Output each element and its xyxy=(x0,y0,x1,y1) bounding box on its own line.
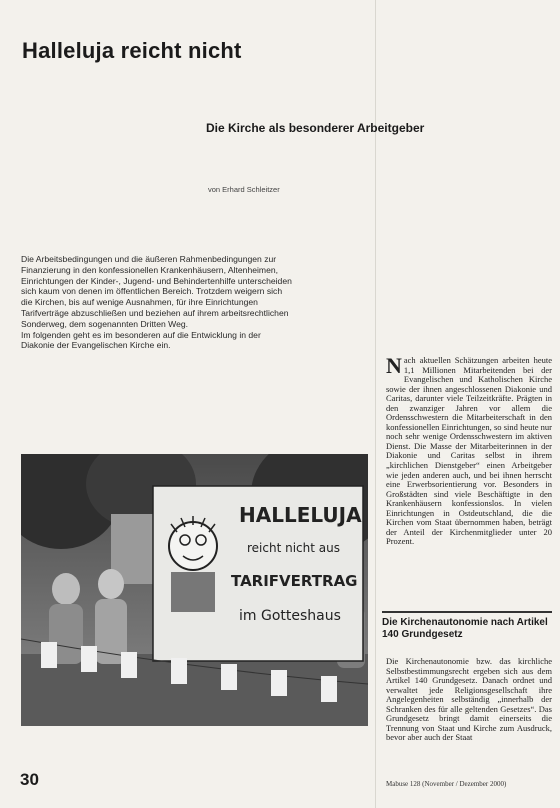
article-intro xyxy=(21,254,321,351)
intro-line: Im folgenden geht es im besonderen auf die Entwicklung in der xyxy=(21,329,261,340)
intro-line: Diakonie der Evangelischen Kirche ein. xyxy=(21,340,171,351)
body-column-1 xyxy=(386,353,552,547)
drop-cap: N xyxy=(386,353,402,378)
body-column-2 xyxy=(386,657,552,743)
page-number: 30 xyxy=(20,770,39,789)
intro-line: Finanzierung in den konfessionellen Krankenhäusern, Altenheimen, xyxy=(21,264,279,275)
section-heading: Die Kirchenautonomie nach Artikel 140 Grundgesetz xyxy=(382,617,548,640)
body-text-1: ach aktuellen Schätzungen arbeiten heute 1,1 Millionen Mitarbeitenden bei der Evangelischen und Katholischen Kirche sowie der ihnen angeschlossenen Diakonie und Caritas, darunter viele Teilzeitkräfte. Prägten in den zwanziger Jahren vor allem die Ordensschwestern die Mitarbeiterschaft in den konfessionellen Einrichtungen, so sind heute nur noch sehr wenige Ordensschwestern im aktiven Dienst. Die Masse der Mitarbeiterinnen in der Diakonie und Caritas selbst in ihrem „kirchlichen Dienstgeber“ einen Arbeitgeber wie jeden anderen auch, und bei ihnen herrscht eine Erwerbsorientierung vor. Besonders in Großstädten sind viele Beschäftigte in den Krankenhäusern konfessionslos. In vielen Einrichtungen in Ostdeutschland, die die Kirchen vom Staat übernommen haben, beträgt der Anteil der Kirchenmitglieder unter 20 Prozent. xyxy=(386,355,552,547)
banner-line-3: TARIFVERTRAG xyxy=(231,572,358,590)
body-text-2: Die Kirchenautonomie bzw. das kirchliche Selbstbestimmungsrecht ergeben sich aus dem Artikel 140 Grundgesetz. Danach ordnet und verwaltet jede Religionsgesellschaft ihre Angelegenheiten selbständig „innerhalb der Schranken des für alle geltenden Gesetzes“. Das Grundgesetz bringt damit einerseits die Trennung von Staat und Kirche zum Ausdruck, bevor aber auch der Staat xyxy=(386,656,552,743)
intro-line: Die Arbeitsbedingungen und die äußeren Rahmenbedingungen zur xyxy=(21,254,277,264)
protest-photo xyxy=(21,454,368,726)
intro-line: sich kaum von denen im öffentlichen Bereich. Trotzdem weigern sich xyxy=(21,286,283,297)
article-subtitle: Die Kirche als besonderer Arbeitgeber xyxy=(206,121,425,135)
intro-line: die Kirchen, bis auf wenige Ausnahmen, für ihre Einrichtungen xyxy=(21,297,258,308)
banner-line-4: im Gotteshaus xyxy=(239,608,341,624)
section-heading-box xyxy=(382,611,552,641)
intro-line: Sonderweg, dem sogenannten Dritten Weg. xyxy=(21,318,189,329)
banner-line-1: HALLELUJA xyxy=(239,503,362,527)
intro-line: Einrichtungen der Kinder-, Jugend- und Behindertenhilfe unterscheiden xyxy=(21,275,292,286)
issue-footer: Mabuse 128 (November / Dezember 2000) xyxy=(386,780,507,788)
article-title: Halleluja reicht nicht xyxy=(22,38,242,63)
article-author: von Erhard Schleitzer xyxy=(208,185,280,194)
protest-photo-illustration xyxy=(21,454,368,726)
banner-line-2: reicht nicht aus xyxy=(247,541,340,555)
intro-line: Tarifverträge abzuschließen und beziehen auf ihrem arbeitsrechtlichen xyxy=(21,307,289,318)
